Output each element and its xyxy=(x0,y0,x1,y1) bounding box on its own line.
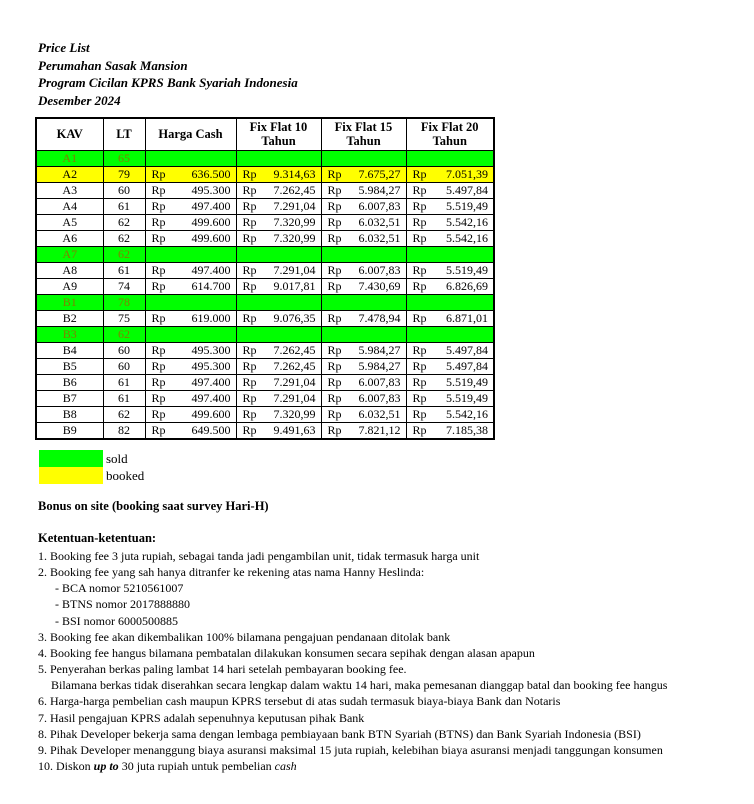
currency-label: Rp xyxy=(242,310,257,325)
terms-line-3 xyxy=(38,580,738,596)
price-value: 499.600 xyxy=(191,214,231,229)
currency-label: Rp xyxy=(327,278,342,293)
price-value: 6.032,51 xyxy=(358,214,401,229)
cell-kav: A8 xyxy=(36,262,103,278)
currency-label: Rp xyxy=(327,182,342,197)
cell-kav: B8 xyxy=(36,406,103,422)
cell-harga-cash xyxy=(145,374,236,390)
currency-label: Rp xyxy=(412,278,427,293)
cell-kav: B3 xyxy=(36,326,103,342)
price-value: 5.497,84 xyxy=(446,182,488,197)
cell-fix-flat-20 xyxy=(406,214,494,230)
table-row-a8 xyxy=(36,262,494,278)
terms-text-segment: - BCA nomor 5210561007 xyxy=(55,581,184,596)
cell-fix-flat-10 xyxy=(236,294,321,310)
price-value: 5.542,16 xyxy=(446,214,488,229)
cell-fix-flat-10 xyxy=(236,230,321,246)
cell-fix-flat-10 xyxy=(236,310,321,326)
terms-line-5 xyxy=(38,613,738,629)
cell-fix-flat-15 xyxy=(321,214,406,230)
price-value: 497.400 xyxy=(191,390,231,405)
cell-fix-flat-10 xyxy=(236,358,321,374)
table-row-a5 xyxy=(36,214,494,230)
terms-text-segment: cash xyxy=(274,759,297,774)
doc-subtitle-project: Perumahan Sasak Mansion xyxy=(38,57,188,73)
cell-fix-flat-10 xyxy=(236,390,321,406)
currency-label: Rp xyxy=(151,406,166,421)
cell-fix-flat-15 xyxy=(321,422,406,439)
currency-label: Rp xyxy=(242,262,257,277)
terms-text-segment: 30 juta rupiah untuk pembelian xyxy=(118,759,275,774)
cell-harga-cash xyxy=(145,358,236,374)
table-row-b7 xyxy=(36,390,494,406)
cell-fix-flat-10 xyxy=(236,278,321,294)
price-value: 495.300 xyxy=(191,182,231,197)
currency-label: Rp xyxy=(151,262,166,277)
cell-fix-flat-10 xyxy=(236,214,321,230)
currency-label: Rp xyxy=(151,374,166,389)
currency-label: Rp xyxy=(151,230,166,245)
table-row-b6 xyxy=(36,374,494,390)
cell-harga-cash xyxy=(145,390,236,406)
cell-harga-cash xyxy=(145,166,236,182)
terms-line-11 xyxy=(38,710,738,726)
cell-kav: A3 xyxy=(36,182,103,198)
cell-fix-flat-20 xyxy=(406,182,494,198)
cell-harga-cash xyxy=(145,422,236,439)
currency-label: Rp xyxy=(412,166,427,181)
cell-fix-flat-20 xyxy=(406,342,494,358)
cell-kav: B7 xyxy=(36,390,103,406)
cell-fix-flat-15 xyxy=(321,198,406,214)
column-header-harga-cash: Harga Cash xyxy=(145,118,236,150)
currency-label: Rp xyxy=(327,310,342,325)
cell-fix-flat-10 xyxy=(236,166,321,182)
legend-label: booked xyxy=(106,468,145,483)
price-value: 495.300 xyxy=(191,358,231,373)
price-value: 7.478,94 xyxy=(358,310,401,325)
currency-label: Rp xyxy=(412,214,427,229)
cell-fix-flat-20 xyxy=(406,374,494,390)
column-header-fix-flat-15: Fix Flat 15 Tahun xyxy=(321,118,406,150)
cell-kav: A4 xyxy=(36,198,103,214)
price-table-body xyxy=(36,150,494,439)
column-header-lt: LT xyxy=(103,118,145,150)
price-value: 6.032,51 xyxy=(358,406,401,421)
price-value: 6.871,01 xyxy=(446,310,488,325)
cell-fix-flat-15 xyxy=(321,182,406,198)
cell-lt: 62 xyxy=(103,406,145,422)
price-value: 5.497,84 xyxy=(446,358,488,373)
cell-fix-flat-10 xyxy=(236,326,321,342)
price-value: 497.400 xyxy=(191,374,231,389)
terms-line-13 xyxy=(38,742,738,758)
cell-fix-flat-15 xyxy=(321,278,406,294)
currency-label: Rp xyxy=(151,342,166,357)
currency-label: Rp xyxy=(327,214,342,229)
cell-lt: 62 xyxy=(103,230,145,246)
price-value: 7.262,45 xyxy=(273,182,316,197)
cell-fix-flat-20 xyxy=(406,262,494,278)
cell-fix-flat-10 xyxy=(236,374,321,390)
currency-label: Rp xyxy=(242,230,257,245)
currency-label: Rp xyxy=(151,278,166,293)
cell-fix-flat-15 xyxy=(321,294,406,310)
cell-harga-cash xyxy=(145,406,236,422)
cell-harga-cash xyxy=(145,246,236,262)
table-row-b9 xyxy=(36,422,494,439)
currency-label: Rp xyxy=(412,390,427,405)
currency-label: Rp xyxy=(151,198,166,213)
terms-text-segment: 2. Booking fee yang sah hanya ditranfer ke rekening atas nama Hanny Heslinda: xyxy=(38,565,425,580)
currency-label: Rp xyxy=(242,166,257,181)
table-row-b1 xyxy=(36,294,494,310)
table-row-a3 xyxy=(36,182,494,198)
price-value: 5.497,84 xyxy=(446,342,488,357)
cell-fix-flat-15 xyxy=(321,246,406,262)
price-value: 7.051,39 xyxy=(446,166,488,181)
table-row-a4 xyxy=(36,198,494,214)
cell-kav: B9 xyxy=(36,422,103,439)
legend-label: sold xyxy=(106,451,128,466)
cell-fix-flat-15 xyxy=(321,358,406,374)
legend-row-sold xyxy=(39,450,144,467)
cell-lt: 60 xyxy=(103,182,145,198)
doc-subtitle-program: Program Cicilan KPRS Bank Syariah Indonesia xyxy=(38,75,298,90)
price-value: 499.600 xyxy=(191,406,231,421)
currency-label: Rp xyxy=(412,406,427,421)
cell-harga-cash xyxy=(145,182,236,198)
price-value: 9.491,63 xyxy=(273,422,316,437)
terms-text-segment: 6. Harga-harga pembelian cash maupun KPRS tersebut di atas sudah termasuk biaya-biaya Bank dan Notaris xyxy=(38,694,561,709)
table-row-b4 xyxy=(36,342,494,358)
cell-fix-flat-10 xyxy=(236,342,321,358)
cell-kav: A2 xyxy=(36,166,103,182)
cell-fix-flat-20 xyxy=(406,406,494,422)
currency-label: Rp xyxy=(327,374,342,389)
doc-date: Desember 2024 xyxy=(38,92,121,108)
terms-text-segment: 7. Hasil pengajuan KPRS adalah sepenuhnya keputusan pihak Bank xyxy=(38,710,365,725)
price-value: 5.984,27 xyxy=(358,358,401,373)
price-value: 497.400 xyxy=(191,262,231,277)
currency-label: Rp xyxy=(151,182,166,197)
price-value: 5.519,49 xyxy=(446,262,488,277)
currency-label: Rp xyxy=(151,390,166,405)
terms-line-6 xyxy=(38,629,738,645)
terms-line-4 xyxy=(38,596,738,612)
currency-label: Rp xyxy=(151,166,166,181)
currency-label: Rp xyxy=(412,182,427,197)
currency-label: Rp xyxy=(327,342,342,357)
cell-lt: 62 xyxy=(103,246,145,262)
price-value: 7.262,45 xyxy=(273,342,316,357)
price-value: 497.400 xyxy=(191,198,231,213)
cell-lt: 61 xyxy=(103,198,145,214)
cell-harga-cash xyxy=(145,230,236,246)
currency-label: Rp xyxy=(151,214,166,229)
cell-kav: B5 xyxy=(36,358,103,374)
cell-harga-cash xyxy=(145,150,236,166)
price-value: 5.542,16 xyxy=(446,230,488,245)
price-value: 6.007,83 xyxy=(358,374,401,389)
currency-label: Rp xyxy=(242,214,257,229)
price-value: 619.000 xyxy=(191,310,231,325)
cell-harga-cash xyxy=(145,326,236,342)
price-value: 7.320,99 xyxy=(273,230,316,245)
table-row-a6 xyxy=(36,230,494,246)
currency-label: Rp xyxy=(412,358,427,373)
currency-label: Rp xyxy=(242,422,257,437)
currency-label: Rp xyxy=(242,374,257,389)
table-row-b8 xyxy=(36,406,494,422)
currency-label: Rp xyxy=(242,278,257,293)
bonus-note: Bonus on site (booking saat survey Hari-H) xyxy=(38,499,269,513)
cell-kav: B6 xyxy=(36,374,103,390)
price-value: 5.984,27 xyxy=(358,342,401,357)
price-value: 7.320,99 xyxy=(273,406,316,421)
document-title-block xyxy=(38,39,298,109)
cell-fix-flat-20 xyxy=(406,246,494,262)
currency-label: Rp xyxy=(412,230,427,245)
price-value: 7.320,99 xyxy=(273,214,316,229)
cell-fix-flat-20 xyxy=(406,294,494,310)
currency-label: Rp xyxy=(412,422,427,437)
price-value: 6.007,83 xyxy=(358,262,401,277)
cell-lt: 61 xyxy=(103,262,145,278)
cell-harga-cash xyxy=(145,310,236,326)
terms-text-segment: 4. Booking fee hangus bilamana pembatalan dilakukan konsumen secara sepihak dengan alasan apapun xyxy=(38,645,535,660)
cell-lt: 79 xyxy=(103,166,145,182)
cell-fix-flat-10 xyxy=(236,406,321,422)
currency-label: Rp xyxy=(151,310,166,325)
cell-lt: 62 xyxy=(103,214,145,230)
cell-harga-cash xyxy=(145,262,236,278)
price-value: 499.600 xyxy=(191,230,231,245)
price-value: 7.675,27 xyxy=(358,166,401,181)
terms-text-segment: 9. Pihak Developer menanggung biaya asuransi maksimal 15 juta rupiah, kelebihan biaya asuransi menjadi tanggungan konsumen xyxy=(38,742,663,757)
terms-text-segment: 1. Booking fee 3 juta rupiah, sebagai tanda jadi pengambilan unit, tidak termasuk harga unit xyxy=(38,549,480,563)
price-value: 7.821,12 xyxy=(358,422,401,437)
price-value: 5.519,49 xyxy=(446,374,488,389)
cell-fix-flat-15 xyxy=(321,406,406,422)
currency-label: Rp xyxy=(242,406,257,421)
price-value: 7.430,69 xyxy=(358,278,401,293)
legend-swatch-sold xyxy=(39,450,103,467)
terms-text-segment: 10. Diskon xyxy=(38,759,94,774)
currency-label: Rp xyxy=(327,166,342,181)
price-value: 7.291,04 xyxy=(273,262,316,277)
terms-text-segment: Bilamana berkas tidak diserahkan secara lengkap dalam waktu 14 hari, maka pemesanan dianggap batal dan booking fee hangus xyxy=(51,678,668,693)
cell-fix-flat-15 xyxy=(321,262,406,278)
table-row-a7 xyxy=(36,246,494,262)
table-row-b3 xyxy=(36,326,494,342)
currency-label: Rp xyxy=(327,230,342,245)
cell-kav: A6 xyxy=(36,230,103,246)
price-value: 649.500 xyxy=(191,422,231,437)
cell-kav: B4 xyxy=(36,342,103,358)
cell-fix-flat-20 xyxy=(406,198,494,214)
cell-fix-flat-20 xyxy=(406,310,494,326)
cell-fix-flat-15 xyxy=(321,374,406,390)
cell-fix-flat-10 xyxy=(236,262,321,278)
cell-fix-flat-15 xyxy=(321,310,406,326)
terms-text-segment: - BTNS nomor 2017888880 xyxy=(55,597,190,612)
cell-kav: B1 xyxy=(36,294,103,310)
table-row-a9 xyxy=(36,278,494,294)
cell-lt: 60 xyxy=(103,358,145,374)
price-value: 636.500 xyxy=(191,166,231,181)
cell-fix-flat-20 xyxy=(406,390,494,406)
status-legend xyxy=(39,450,144,484)
currency-label: Rp xyxy=(242,342,257,357)
doc-title: Price List xyxy=(38,40,90,55)
currency-label: Rp xyxy=(327,390,342,405)
cell-fix-flat-15 xyxy=(321,342,406,358)
cell-fix-flat-10 xyxy=(236,246,321,262)
cell-fix-flat-20 xyxy=(406,230,494,246)
terms-line-2 xyxy=(38,564,738,580)
terms-list xyxy=(38,548,738,774)
price-table xyxy=(35,117,495,440)
cell-lt: 60 xyxy=(103,342,145,358)
price-value: 9.314,63 xyxy=(273,166,316,181)
price-value: 614.700 xyxy=(191,278,231,293)
terms-line-7 xyxy=(38,645,738,661)
currency-label: Rp xyxy=(412,342,427,357)
price-value: 9.017,81 xyxy=(273,278,316,293)
column-header-kav: KAV xyxy=(36,118,103,150)
table-row-b2 xyxy=(36,310,494,326)
terms-line-14 xyxy=(38,758,738,774)
terms-line-12 xyxy=(38,726,738,742)
currency-label: Rp xyxy=(151,358,166,373)
cell-fix-flat-20 xyxy=(406,278,494,294)
cell-fix-flat-20 xyxy=(406,358,494,374)
cell-fix-flat-20 xyxy=(406,326,494,342)
currency-label: Rp xyxy=(151,422,166,437)
column-header-fix-flat-10: Fix Flat 10 Tahun xyxy=(236,118,321,150)
cell-kav: A7 xyxy=(36,246,103,262)
cell-kav: A5 xyxy=(36,214,103,230)
cell-fix-flat-15 xyxy=(321,166,406,182)
currency-label: Rp xyxy=(412,374,427,389)
currency-label: Rp xyxy=(327,262,342,277)
price-value: 7.262,45 xyxy=(273,358,316,373)
cell-lt: 61 xyxy=(103,374,145,390)
currency-label: Rp xyxy=(327,422,342,437)
cell-fix-flat-20 xyxy=(406,166,494,182)
column-header-fix-flat-20: Fix Flat 20 Tahun xyxy=(406,118,494,150)
terms-text-segment: up to xyxy=(93,759,119,774)
cell-lt: 62 xyxy=(103,326,145,342)
cell-kav: A9 xyxy=(36,278,103,294)
terms-line-10 xyxy=(38,693,738,709)
price-value: 495.300 xyxy=(191,342,231,357)
currency-label: Rp xyxy=(242,358,257,373)
price-value: 6.032,51 xyxy=(358,230,401,245)
price-value: 5.519,49 xyxy=(446,198,488,213)
price-value: 9.076,35 xyxy=(273,310,316,325)
cell-harga-cash xyxy=(145,294,236,310)
table-row-a2 xyxy=(36,166,494,182)
terms-title: Ketentuan-ketentuan: xyxy=(38,531,157,545)
currency-label: Rp xyxy=(412,310,427,325)
price-value: 5.519,49 xyxy=(446,390,488,405)
cell-kav: B2 xyxy=(36,310,103,326)
cell-lt: 61 xyxy=(103,390,145,406)
price-value: 7.291,04 xyxy=(273,374,316,389)
terms-text-segment: 3. Booking fee akan dikembalikan 100% bilamana pengajuan pendanaan ditolak bank xyxy=(38,629,451,644)
price-value: 7.291,04 xyxy=(273,198,316,213)
table-row-b5 xyxy=(36,358,494,374)
terms-text-segment: - BSI nomor 6000500885 xyxy=(55,613,178,628)
legend-swatch-booked xyxy=(39,467,103,484)
terms-text-segment: 8. Pihak Developer bekerja sama dengan lembaga pembiayaan bank BTN Syariah (BTNS) dan Bank Syariah Indonesia (BSI) xyxy=(38,726,641,741)
price-table-header xyxy=(36,118,494,150)
currency-label: Rp xyxy=(327,358,342,373)
cell-kav: A1 xyxy=(36,150,103,166)
cell-fix-flat-15 xyxy=(321,390,406,406)
price-value: 5.542,16 xyxy=(446,406,488,421)
price-value: 6.007,83 xyxy=(358,390,401,405)
cell-fix-flat-20 xyxy=(406,150,494,166)
price-value: 7.291,04 xyxy=(273,390,316,405)
terms-line-9 xyxy=(38,677,738,693)
cell-lt: 82 xyxy=(103,422,145,439)
cell-harga-cash xyxy=(145,342,236,358)
cell-fix-flat-10 xyxy=(236,422,321,439)
cell-fix-flat-10 xyxy=(236,182,321,198)
currency-label: Rp xyxy=(327,198,342,213)
terms-line-8 xyxy=(38,661,738,677)
cell-lt: 74 xyxy=(103,278,145,294)
cell-fix-flat-15 xyxy=(321,230,406,246)
cell-lt: 75 xyxy=(103,310,145,326)
cell-fix-flat-10 xyxy=(236,150,321,166)
cell-lt: 65 xyxy=(103,150,145,166)
cell-harga-cash xyxy=(145,198,236,214)
cell-fix-flat-10 xyxy=(236,198,321,214)
price-value: 6.007,83 xyxy=(358,198,401,213)
currency-label: Rp xyxy=(242,182,257,197)
cell-fix-flat-15 xyxy=(321,326,406,342)
price-value: 7.185,38 xyxy=(446,422,488,437)
legend-row-booked xyxy=(39,467,144,484)
currency-label: Rp xyxy=(412,198,427,213)
currency-label: Rp xyxy=(327,406,342,421)
price-value: 6.826,69 xyxy=(446,278,488,293)
currency-label: Rp xyxy=(242,390,257,405)
cell-fix-flat-20 xyxy=(406,422,494,439)
cell-fix-flat-15 xyxy=(321,150,406,166)
terms-line-1 xyxy=(38,548,738,564)
cell-harga-cash xyxy=(145,214,236,230)
price-value: 5.984,27 xyxy=(358,182,401,197)
currency-label: Rp xyxy=(242,198,257,213)
table-row-a1 xyxy=(36,150,494,166)
currency-label: Rp xyxy=(412,262,427,277)
cell-harga-cash xyxy=(145,278,236,294)
cell-lt: 78 xyxy=(103,294,145,310)
terms-text-segment: 5. Penyerahan berkas paling lambat 14 hari setelah pembayaran booking fee. xyxy=(38,662,407,677)
